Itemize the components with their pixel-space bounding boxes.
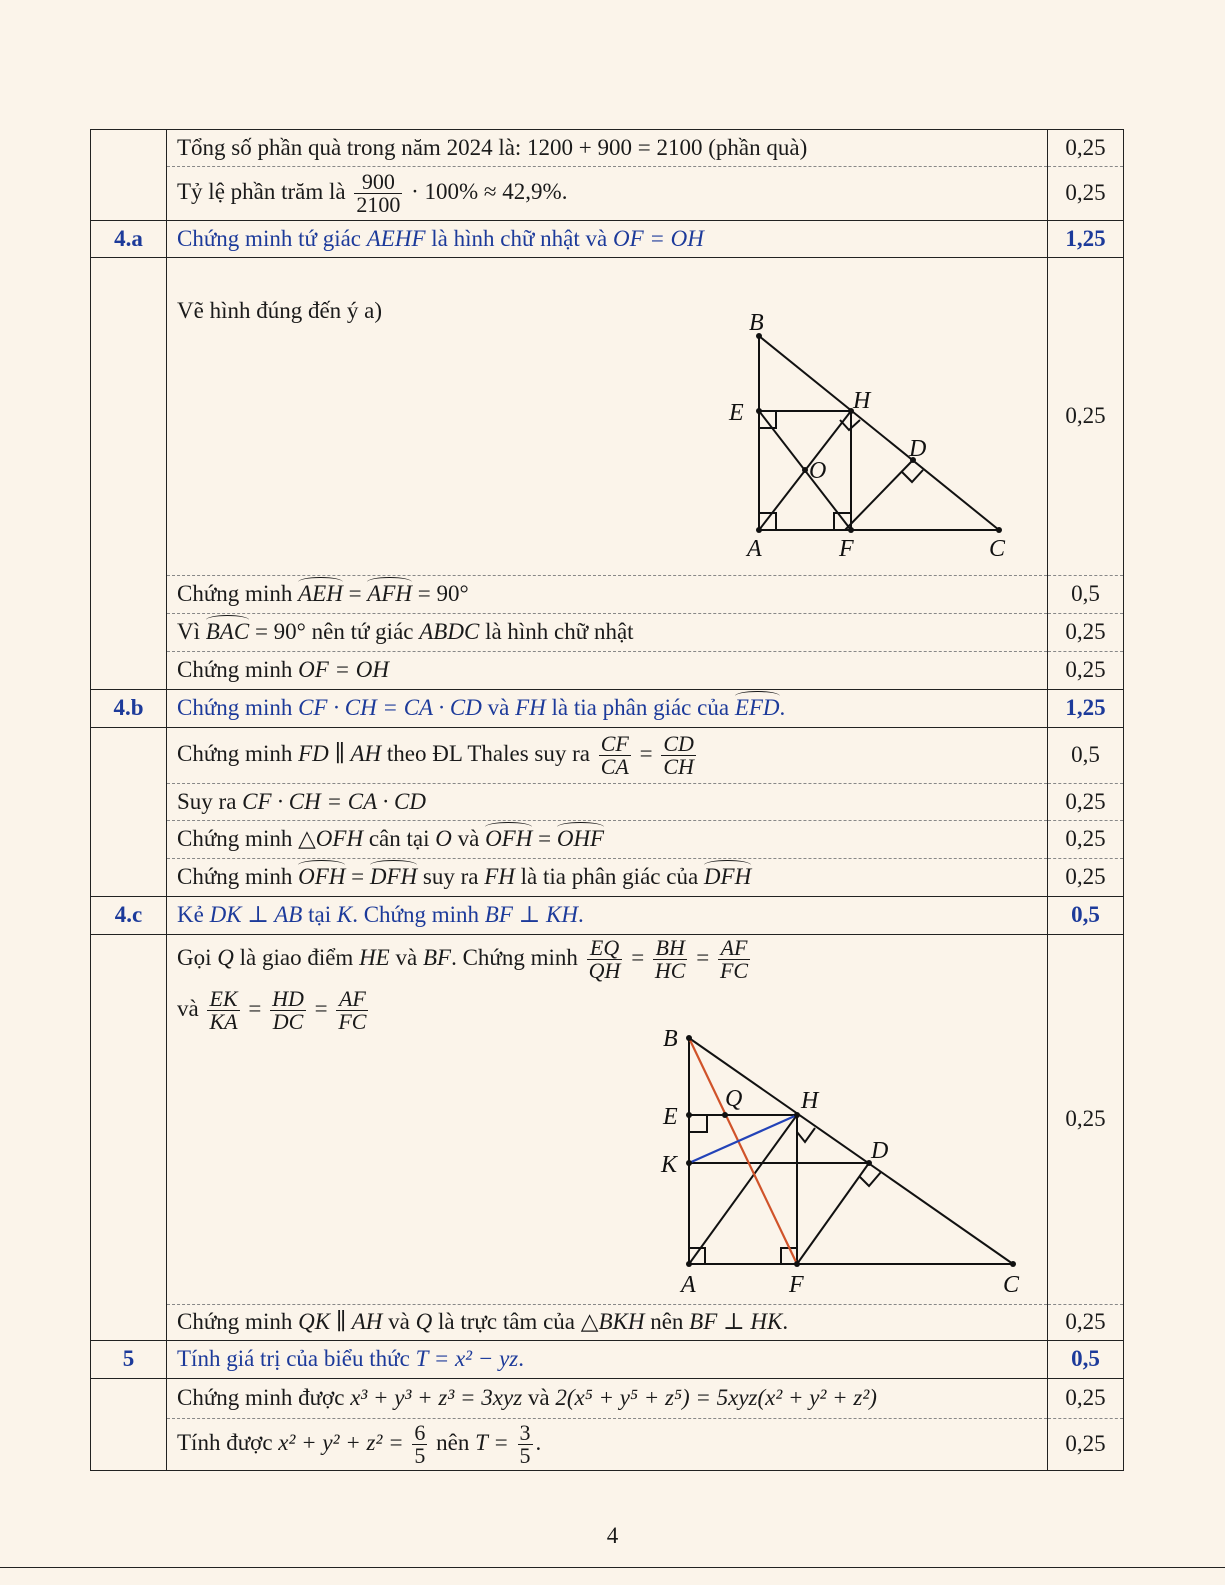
points-cell: 0,25 <box>1048 614 1124 652</box>
question-cell <box>91 821 167 859</box>
label-D: D <box>871 1138 889 1164</box>
math: ABDC <box>419 619 480 645</box>
math: BF <box>422 944 452 970</box>
math: FD ∥ AH <box>298 740 382 766</box>
table-row <box>91 1379 1124 1419</box>
text-part: và <box>395 944 418 970</box>
text-part: nên <box>650 1309 684 1335</box>
math: BF ⊥ KH <box>484 902 578 928</box>
points-cell: 0,25 <box>1048 784 1124 821</box>
text-part: và <box>177 995 199 1021</box>
text-part: Chứng minh <box>177 1309 293 1335</box>
text-part: cân tại <box>368 826 430 852</box>
text-part: và <box>388 1309 410 1335</box>
angle: OFH <box>485 826 533 852</box>
text-part: Gọi <box>177 944 212 970</box>
question-cell <box>91 576 167 614</box>
numerator: 3 <box>519 1420 531 1445</box>
text-part: = <box>639 740 653 766</box>
table-row <box>91 728 1124 784</box>
angle: AFH <box>367 581 413 607</box>
fraction <box>661 733 696 778</box>
math: △BKH <box>580 1309 645 1335</box>
numerator: EK <box>209 986 238 1011</box>
label-E: E <box>729 400 744 426</box>
points-cell: 0,25 <box>1048 652 1124 690</box>
question-cell <box>91 1419 167 1471</box>
numerator: AF <box>336 988 368 1011</box>
text-part: và <box>527 1385 550 1411</box>
text-part: Chứng minh <box>177 740 293 766</box>
denominator: 5 <box>519 1443 531 1468</box>
table-row <box>91 167 1124 221</box>
text-part: = <box>351 864 365 890</box>
text-part: Vì <box>177 619 200 645</box>
row-text <box>167 859 1048 897</box>
fraction <box>718 937 750 982</box>
math: △OFH <box>298 826 364 852</box>
label-Q: Q <box>725 1086 743 1112</box>
text-part: = <box>348 581 362 607</box>
row-text <box>167 728 1048 784</box>
question-cell <box>91 859 167 897</box>
table-row <box>91 821 1124 859</box>
text-part: Chứng minh <box>177 657 293 683</box>
label-B: B <box>663 1026 678 1052</box>
text-part: Kẻ <box>177 902 204 928</box>
fraction <box>412 1422 427 1467</box>
row-text <box>167 167 1048 221</box>
text-part: Tính được <box>177 1429 273 1455</box>
question-header-row <box>91 690 1124 728</box>
question-text <box>167 897 1048 935</box>
fraction <box>354 171 402 216</box>
table-row <box>91 576 1124 614</box>
text-part: Chứng minh được <box>177 1385 345 1411</box>
points-cell: 0,25 <box>1048 130 1124 167</box>
text-part: tại <box>308 902 332 928</box>
question-cell <box>91 1305 167 1341</box>
text-part: Chứng minh <box>177 695 293 721</box>
math: O <box>435 826 452 852</box>
text-part: theo ĐL Thales suy ra <box>386 740 590 766</box>
figure-orthocenter <box>637 1020 1020 1300</box>
math: T = x² − yz <box>415 1346 519 1372</box>
question-cell <box>91 130 167 167</box>
label-H: H <box>801 1088 819 1114</box>
row-text-content: Tổng số phần quà trong năm 2024 là: 1200 + 900 = 2100 (phần quà) <box>177 134 808 160</box>
points-cell: 0,25 <box>1048 1419 1124 1471</box>
fraction <box>587 937 623 982</box>
text-part: . Chứng minh <box>352 902 480 928</box>
label-A: A <box>681 1272 696 1298</box>
math: Q <box>415 1309 433 1335</box>
row-text <box>167 821 1048 859</box>
text-part: là tia phân giác của <box>520 864 699 890</box>
numerator: CD <box>663 731 694 756</box>
text-part: = 90° nên tứ giác <box>254 619 414 645</box>
numerator: AF <box>718 937 750 960</box>
math: T = <box>475 1429 509 1455</box>
table-row <box>91 784 1124 821</box>
text-part: Chứng minh <box>177 864 293 890</box>
text-part: = <box>696 944 710 970</box>
label-K: K <box>661 1152 678 1178</box>
text-part: và <box>457 826 480 852</box>
points-cell: 0,25 <box>1048 859 1124 897</box>
row-text <box>167 1305 1048 1341</box>
denominator: FC <box>338 1009 367 1034</box>
text-part: = 90° <box>417 581 469 607</box>
question-header-row <box>91 897 1124 935</box>
numerator: HD <box>272 986 304 1011</box>
denominator: CH <box>663 754 694 779</box>
text-part: là giao điểm <box>239 944 354 970</box>
text-part: Suy ra <box>177 788 237 814</box>
points-cell: 0,5 <box>1048 1341 1124 1379</box>
math: QK ∥ AH <box>298 1309 383 1335</box>
row-text <box>167 1379 1048 1419</box>
question-label: 5 <box>91 1341 167 1379</box>
math: DK ⊥ AB <box>209 902 303 928</box>
points-cell: 1,25 <box>1048 690 1124 728</box>
question-label: 4.a <box>91 221 167 258</box>
angle: DFH <box>703 864 752 890</box>
points-cell: 0,25 <box>1048 935 1124 1305</box>
fraction <box>653 937 688 982</box>
text-part: suy ra <box>422 864 479 890</box>
denominator: QH <box>588 958 621 983</box>
points-cell: 0,25 <box>1048 258 1124 576</box>
denominator: DC <box>272 1009 304 1034</box>
fraction <box>336 988 368 1033</box>
denominator: FC <box>719 958 749 983</box>
math: OF = OH <box>613 225 704 251</box>
table-row <box>91 1305 1124 1341</box>
text-part: . <box>577 902 584 928</box>
row-text <box>167 576 1048 614</box>
points-cell: 0,5 <box>1048 728 1124 784</box>
text-part: . <box>782 1309 789 1335</box>
numerator: 900 <box>354 171 402 194</box>
label-D: D <box>909 436 927 462</box>
table-row <box>91 1419 1124 1471</box>
angle: AEH <box>298 581 343 607</box>
label-A: A <box>747 536 762 562</box>
text-part: nên <box>436 1429 470 1455</box>
angle: OHF <box>556 826 605 852</box>
points-cell: 0,5 <box>1048 897 1124 935</box>
text-part: Tính giá trị của biểu thức <box>177 1346 410 1372</box>
text-part: . <box>779 695 786 721</box>
question-header-row <box>91 1341 1124 1379</box>
text-part: = <box>248 995 262 1021</box>
math: FH <box>484 864 515 890</box>
label-F: F <box>839 536 854 562</box>
question-cell <box>91 935 167 1305</box>
row-text <box>167 130 1048 167</box>
text-part: là hình chữ nhật <box>485 619 634 645</box>
question-text <box>167 690 1048 728</box>
label-H: H <box>853 388 871 414</box>
table-row <box>91 130 1124 167</box>
points-cell: 0,5 <box>1048 576 1124 614</box>
denominator: 2100 <box>356 192 401 217</box>
question-cell <box>91 1379 167 1419</box>
grading-table <box>90 129 1124 1471</box>
denominator: KA <box>209 1009 238 1034</box>
label-E: E <box>663 1104 678 1130</box>
label-B: B <box>749 310 764 336</box>
math: BF ⊥ HK <box>689 1309 783 1335</box>
row-text <box>167 614 1048 652</box>
text-part: Chứng minh <box>177 826 293 852</box>
text-part: . <box>535 1429 542 1455</box>
row-text <box>167 1419 1048 1471</box>
denominator: CA <box>600 754 629 779</box>
fraction <box>270 988 306 1033</box>
math: CF · CH = CA · CD <box>298 695 482 721</box>
text-part: = <box>538 826 552 852</box>
points-cell: 0,25 <box>1048 1305 1124 1341</box>
row-text-content: Vẽ hình đúng đến ý a) <box>177 298 383 323</box>
text-part: là trực tâm của <box>438 1309 575 1335</box>
table-row <box>91 652 1124 690</box>
angle: DFH <box>369 864 418 890</box>
math: x² + y² + z² = <box>278 1429 404 1455</box>
text-part: Chứng minh tứ giác <box>177 225 361 251</box>
math: x³ + y³ + z³ = 3xyz <box>350 1385 523 1411</box>
table-row <box>91 859 1124 897</box>
math: Q <box>217 944 234 970</box>
question-header-row <box>91 221 1124 258</box>
question-label: 4.b <box>91 690 167 728</box>
question-cell <box>91 614 167 652</box>
math: CF · CH = CA · CD <box>242 788 426 814</box>
numerator: EQ <box>587 937 623 960</box>
text-part: = <box>631 944 645 970</box>
numerator: 6 <box>414 1420 426 1445</box>
numerator: CF <box>600 731 629 756</box>
points-cell: 0,25 <box>1048 1379 1124 1419</box>
question-text <box>167 221 1048 258</box>
figure-rectangle-aehf <box>727 258 1027 576</box>
question-label: 4.c <box>91 897 167 935</box>
text-part: là hình chữ nhật và <box>431 225 608 251</box>
page-number: 4 <box>606 1523 619 1548</box>
label-C: C <box>1003 1272 1020 1298</box>
question-text <box>167 1341 1048 1379</box>
angle: BAC <box>205 619 250 645</box>
question-cell <box>91 728 167 784</box>
points-cell: 1,25 <box>1048 221 1124 258</box>
question-cell <box>91 258 167 576</box>
denominator: 5 <box>414 1443 426 1468</box>
fraction <box>599 733 631 778</box>
fraction <box>518 1422 533 1467</box>
line-bf <box>689 1038 797 1264</box>
angle: EFD <box>734 695 780 721</box>
row-text-content: · 100% ≈ 42,9%. <box>411 178 568 204</box>
row-text-content: Tỷ lệ phần trăm là <box>177 178 346 204</box>
text-part: là tia phân giác của <box>551 695 730 721</box>
text-part: = <box>314 995 328 1021</box>
label-O: O <box>809 458 827 484</box>
fraction <box>207 988 239 1033</box>
question-cell <box>91 652 167 690</box>
table-row <box>91 258 1124 576</box>
text-part: và <box>487 695 510 721</box>
row-text <box>167 784 1048 821</box>
table-row <box>91 935 1124 1305</box>
text-line <box>177 937 1037 982</box>
text-part: . <box>518 1346 524 1372</box>
numerator: BH <box>653 937 688 960</box>
question-cell <box>91 167 167 221</box>
points-cell: 0,25 <box>1048 167 1124 221</box>
math: OF = OH <box>298 657 389 683</box>
question-cell <box>91 784 167 821</box>
row-text <box>167 935 1048 1305</box>
math: FH <box>515 695 546 721</box>
math: K <box>336 902 353 928</box>
points-cell: 0,25 <box>1048 821 1124 859</box>
text-part: Chứng minh <box>177 581 293 607</box>
math: 2(x⁵ + y⁵ + z⁵) = 5xyz(x² + y² + z²) <box>555 1385 877 1411</box>
math: HE <box>359 944 390 970</box>
row-text <box>167 652 1048 690</box>
bottom-divider <box>0 1567 1225 1568</box>
math: AEHF <box>366 225 426 251</box>
row-text <box>167 258 1048 576</box>
table-row <box>91 614 1124 652</box>
label-F: F <box>789 1272 804 1298</box>
label-C: C <box>989 536 1006 562</box>
angle: OFH <box>298 864 346 890</box>
denominator: HC <box>654 958 686 983</box>
text-part: . Chứng minh <box>451 944 578 970</box>
